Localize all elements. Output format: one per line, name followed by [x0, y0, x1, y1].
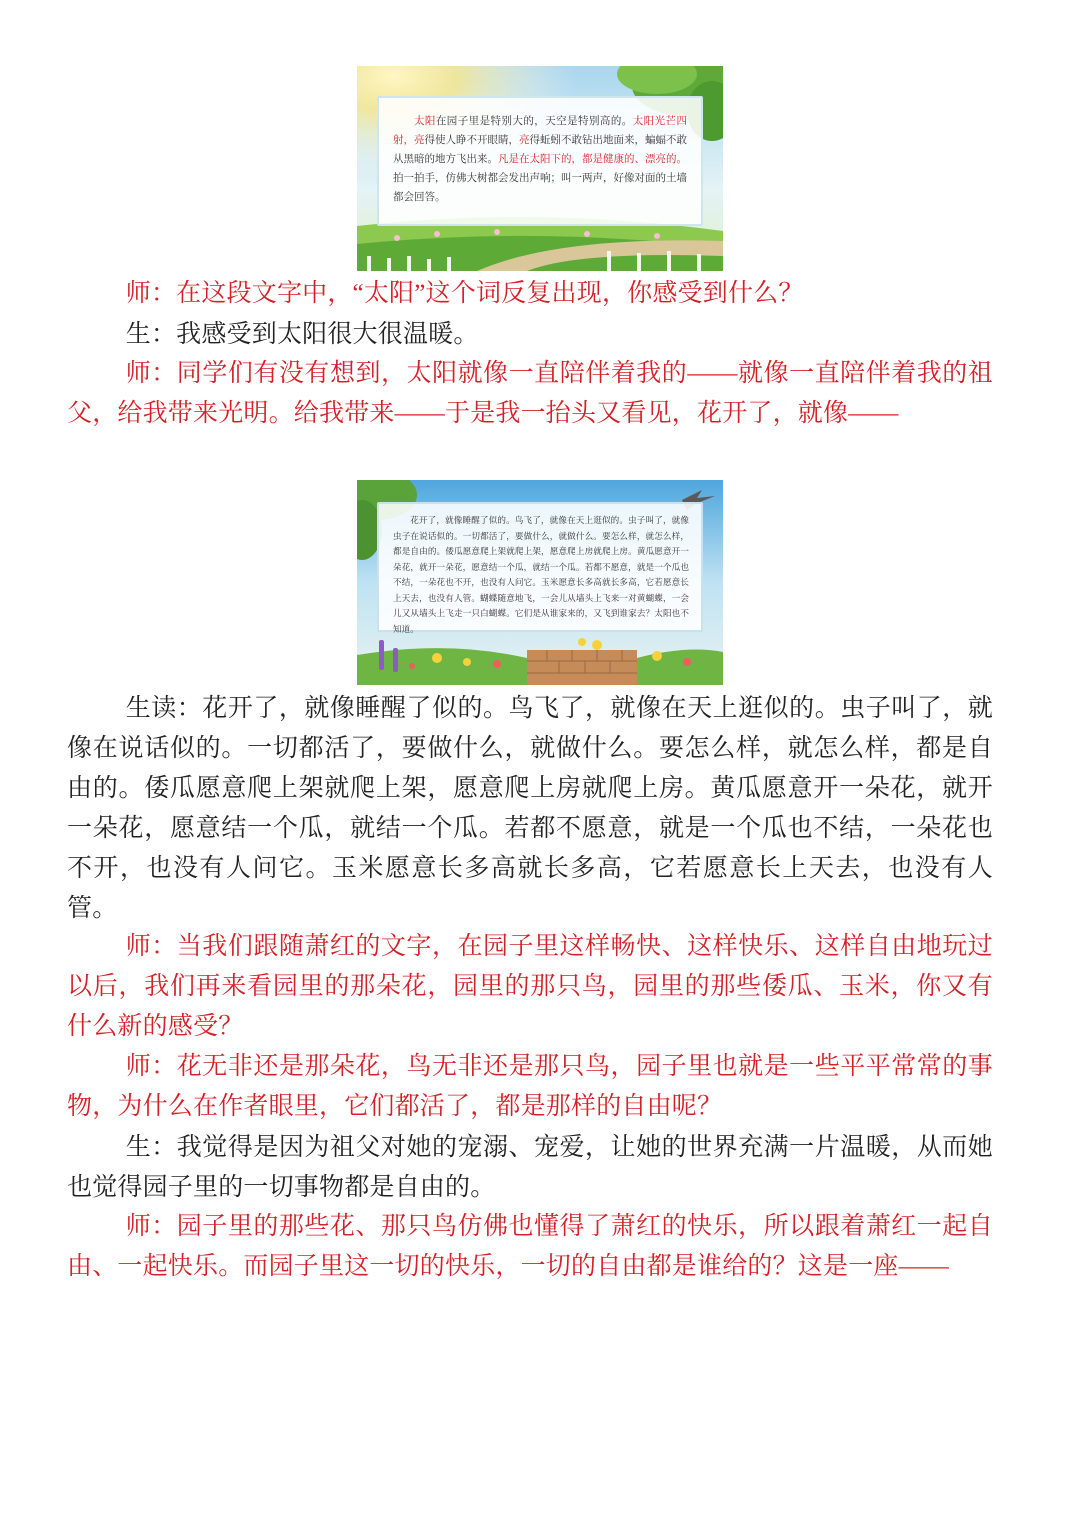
excerpt-run: 太阳 [414, 115, 436, 127]
garden-bird-image [357, 480, 723, 685]
excerpt-text [393, 112, 687, 207]
excerpt-run: 得使人睁不开眼睛， [424, 134, 519, 146]
student-line: 生：我觉得是因为祖父对她的宠溺、宠爱，让她的世界充满一片温暖，从而她也觉得园子里的一切事物都是自由的。 [67, 1132, 993, 1201]
teacher-line: 师：同学们有没有想到，太阳就像一直陪伴着我的——就像一直陪伴着我的祖父，给我带来光明。给我带来——于是我一抬头又看见，花开了，就像—— [67, 360, 993, 427]
student-reading: 生读：花开了，就像睡醒了似的。鸟飞了，就像在天上逛似的。虫子叫了，就像在说话似的。一切都活了，要做什么，就做什么。要怎么样，就怎么样，都是自由的。倭瓜愿意爬上架就爬上架，愿意爬上房就爬上房。黄瓜愿意开一朵花，就开一朵花，愿意结一个瓜，就结一个瓜。若都不愿意，就是一个瓜也不结，一朵花也不开，也没有人问它。玉米愿意长多高就长多高，它若愿意长上天去，也没有人管。 [67, 693, 993, 922]
teacher-line: 师：当我们跟随萧红的文字，在园子里这样畅快、这样快乐、这样自由地玩过以后，我们再来看园里的那朵花，园里的那只鸟，园里的那些倭瓜、玉米，你又有什么新的感受？ [67, 933, 993, 1040]
excerpt-run: 在园子里是特别大的，天空是特别高的。 [435, 115, 633, 127]
garden-sun-image [357, 66, 723, 271]
teacher-line: 师：花无非还是那朵花，鸟无非还是那只鸟，园子里也就是一些平平常常的事物，为什么在作者眼里，它们都活了，都是那样的自由呢？ [67, 1053, 993, 1120]
excerpt-run: 太阳光芒四射，亮 [393, 115, 687, 146]
excerpt-text: 花开了，就像睡醒了似的。鸟飞了，就像在天上逛似的。虫子叫了，就像虫子在说话似的。一切都活了，要做什么，就做什么。要怎么样，就怎么样，都是自由的。倭瓜愿意爬上架就爬上架，愿意爬上房就爬上房。黄瓜愿意开一朵花，就开一朵花，愿意结一个瓜，就结一个瓜。若都不愿意，就是一个瓜也不结，一朵花也不开，也没有人问它。玉米愿意长多高就长多高，它若愿意长上天去，也没有人管。蝴蝶随意地飞，一会儿从墙头上飞来一对黄蝴蝶，一会儿又从墙头上飞走一只白蝴蝶。它们是从谁家来的，又飞到谁家去？太阳也不知道。 [393, 516, 689, 635]
excerpt-run: 凡是在太阳下的，都是健康的、漂亮的。 [498, 153, 687, 165]
excerpt-run: 得蚯蚓不敢钻出地面来，蝙蝠不敢从黑暗的地方飞出来。 [393, 134, 687, 165]
excerpt-panel [377, 96, 703, 226]
excerpt-panel [377, 502, 703, 635]
teacher-line: 师：在这段文字中，“太阳”这个词反复出现，你感受到什么？ [125, 280, 804, 307]
student-line: 生：我感受到太阳很大很温暖。 [125, 319, 479, 348]
excerpt-run: 亮 [519, 134, 530, 146]
excerpt-run: 拍一拍手，仿佛大树都会发出声响；叫一两声，好像对面的土墙都会回答。 [393, 172, 687, 203]
teacher-line: 师：园子里的那些花、那只鸟仿佛也懂得了萧红的快乐，所以跟着萧红一起自由、一起快乐。而园子里这一切的快乐，一切的自由都是谁给的？这是一座—— [67, 1213, 993, 1280]
